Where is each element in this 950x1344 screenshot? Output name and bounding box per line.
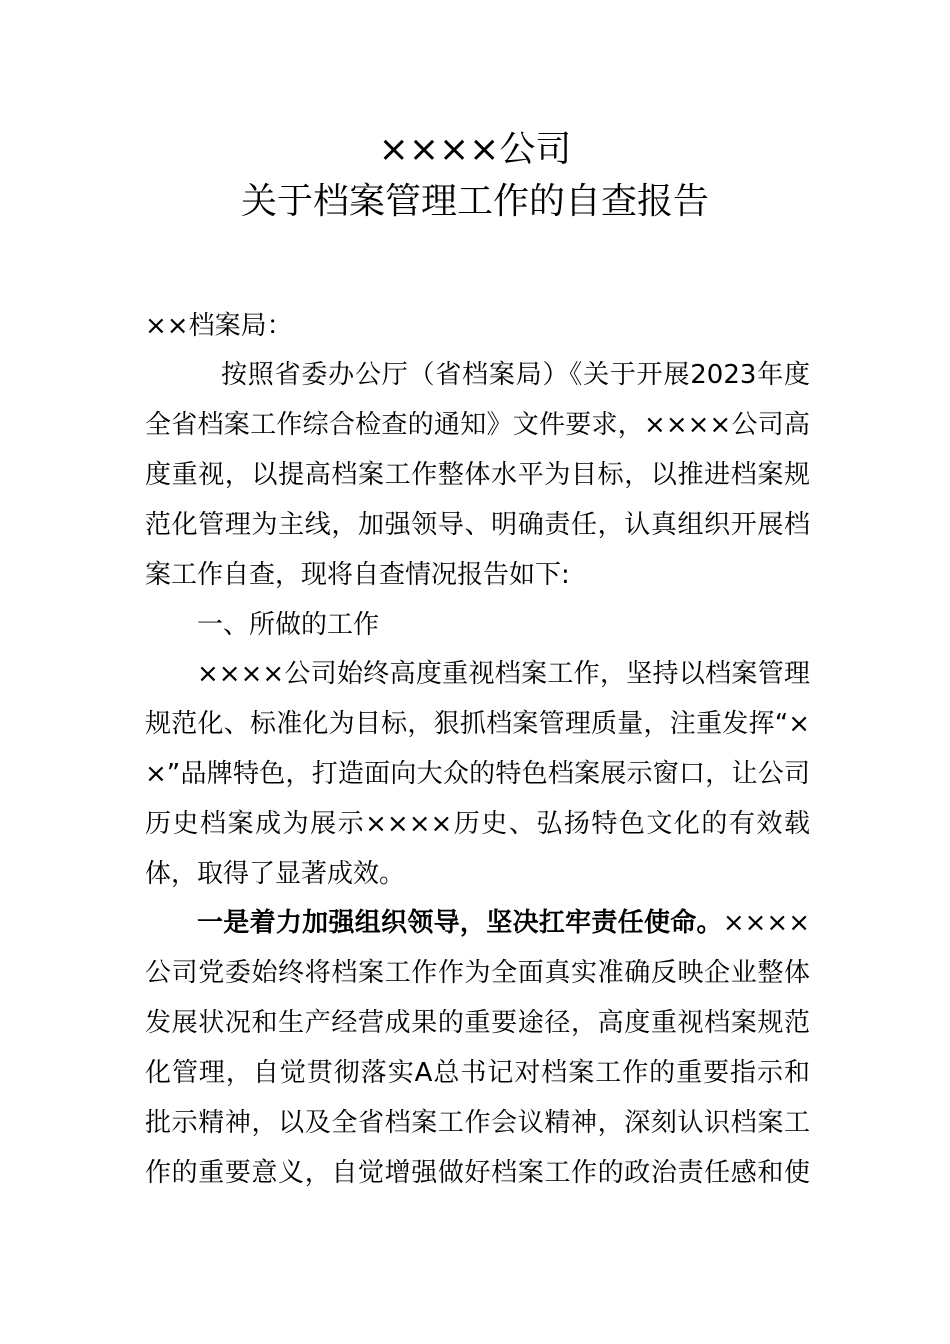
paragraph-line: 批示精神，以及全省档案工作会议精神，深刻认识档案工	[145, 1108, 810, 1138]
paragraph-line: 范化管理为主线，加强领导、明确责任，认真组织开展档	[145, 510, 810, 540]
paragraph-line: ×”品牌特色，打造面向大众的特色档案展示窗口，让公司	[145, 759, 810, 789]
salutation: ××档案局：	[145, 311, 293, 341]
paragraph-line: 规范化、标准化为目标，狠抓档案管理质量，注重发挥“×	[145, 709, 810, 739]
document-title-company: ××××公司	[378, 129, 572, 170]
paragraph-line: ××××公司始终高度重视档案工作，坚持以档案管理	[197, 659, 810, 689]
paragraph-text: ××××	[722, 908, 810, 938]
paragraph-line: 全省档案工作综合检查的通知》文件要求，××××公司高	[145, 410, 810, 440]
paragraph-line: 按照省委办公厅（省档案局）《关于开展2023年度	[221, 360, 810, 390]
bold-lead-sentence: 一是着力加强组织领导，坚决扛牢责任使命。	[197, 908, 723, 938]
paragraph-line-first	[197, 905, 810, 941]
paragraph-line: 作的重要意义，自觉增强做好档案工作的政治责任感和使	[145, 1158, 810, 1188]
paragraph-line: 发展状况和生产经营成果的重要途径，高度重视档案规范	[145, 1008, 810, 1038]
section-heading: 一、所做的工作	[197, 610, 380, 640]
paragraph-line: 案工作自查，现将自查情况报告如下:	[145, 560, 570, 590]
paragraph-line: 体，取得了显著成效。	[145, 859, 406, 889]
paragraph-line: 化管理，自觉贯彻落实A总书记对档案工作的重要指示和	[145, 1058, 810, 1088]
paragraph-line: 历史档案成为展示××××历史、弘扬特色文化的有效载	[145, 809, 810, 839]
paragraph-line: 公司党委始终将档案工作作为全面真实准确反映企业整体	[145, 958, 810, 988]
paragraph-line: 度重视，以提高档案工作整体水平为目标，以推进档案规	[145, 460, 810, 490]
document-title-subject: 关于档案管理工作的自查报告	[240, 181, 709, 222]
